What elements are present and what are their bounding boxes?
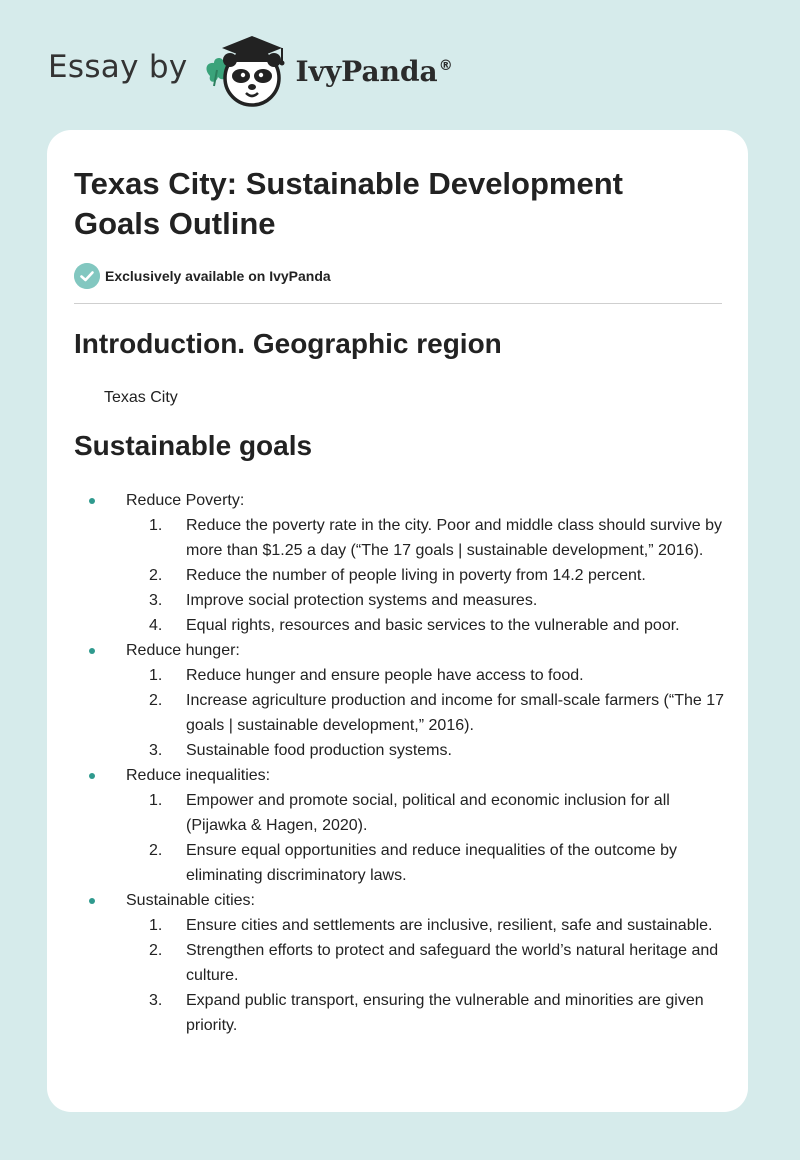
brand-name-text: IvyPanda — [295, 54, 438, 88]
brand-name — [296, 55, 453, 88]
registered-mark: ® — [438, 58, 453, 75]
item-text: Empower and promote social, political and economic inclusion for all (Pijawka & Hagen, 2020). — [186, 792, 670, 834]
bullet-icon — [89, 648, 95, 654]
item-text: Strengthen efforts to protect and safeguard the world’s natural heritage and culture. — [186, 942, 719, 984]
sub-list — [126, 513, 734, 638]
item-text: Increase agriculture production and income for small-scale farmers (“The 17 goals | sustainable development,” 2016). — [186, 692, 725, 734]
panda-graduate-logo-icon[interactable] — [202, 30, 294, 110]
bullet-icon — [89, 898, 95, 904]
sub-list — [126, 913, 734, 1038]
exclusive-text: Exclusively available on IvyPanda — [105, 268, 331, 284]
goal-item — [74, 763, 734, 888]
bullet-icon — [89, 498, 95, 504]
region-text: Texas City — [104, 389, 178, 406]
goal-item — [74, 488, 734, 638]
goal-label: Sustainable cities: — [126, 892, 255, 909]
list-item — [126, 613, 734, 638]
goal-item — [74, 638, 734, 763]
item-number: 1. — [149, 917, 163, 934]
essay-card — [47, 130, 748, 1112]
item-text: Expand public transport, ensuring the vulnerable and minorities are given priority. — [186, 992, 704, 1034]
list-item — [126, 838, 734, 888]
item-number: 1. — [149, 517, 163, 534]
page-title: Texas City: Sustainable Development Goals Outline — [74, 166, 623, 241]
sub-list — [126, 788, 734, 888]
bullet-icon — [89, 773, 95, 779]
item-text: Reduce the number of people living in poverty from 14.2 percent. — [186, 567, 646, 584]
list-item — [126, 588, 734, 613]
item-text: Reduce hunger and ensure people have access to food. — [186, 667, 584, 684]
item-number: 1. — [149, 667, 163, 684]
check-circle-icon — [74, 263, 100, 289]
item-number: 1. — [149, 792, 163, 809]
item-text: Ensure equal opportunities and reduce inequalities of the outcome by eliminating discriminatory laws. — [186, 842, 677, 884]
list-item — [126, 938, 734, 988]
item-text: Reduce the poverty rate in the city. Poor and middle class should survive by more than $1.25 a day (“The 17 goals | sustainable development,” 2016). — [186, 517, 722, 559]
sub-list — [126, 663, 734, 763]
goal-label: Reduce Poverty: — [126, 492, 245, 509]
goal-label: Reduce hunger: — [126, 642, 240, 659]
item-text: Ensure cities and settlements are inclusive, resilient, safe and sustainable. — [186, 917, 713, 934]
item-text: Equal rights, resources and basic services to the vulnerable and poor. — [186, 617, 680, 634]
item-number: 3. — [149, 742, 163, 759]
list-item — [126, 788, 734, 838]
goals-list — [74, 488, 734, 1038]
list-item — [126, 663, 734, 688]
item-number: 4. — [149, 617, 163, 634]
item-number: 2. — [149, 567, 163, 584]
item-number: 3. — [149, 592, 163, 609]
item-text: Improve social protection systems and measures. — [186, 592, 538, 609]
list-item — [126, 913, 734, 938]
item-number: 2. — [149, 842, 163, 859]
item-number: 2. — [149, 692, 163, 709]
list-item — [126, 688, 734, 738]
list-item — [126, 988, 734, 1038]
goal-label: Reduce inequalities: — [126, 767, 271, 784]
item-text: Sustainable food production systems. — [186, 742, 452, 759]
exclusive-badge — [74, 263, 331, 289]
goals-heading: Sustainable goals — [74, 430, 313, 461]
brand-prefix: Essay by — [48, 49, 188, 85]
list-item — [126, 563, 734, 588]
list-item — [126, 738, 734, 763]
brand-header — [48, 30, 453, 110]
intro-heading: Introduction. Geographic region — [74, 328, 502, 359]
item-number: 3. — [149, 992, 163, 1009]
item-number: 2. — [149, 942, 163, 959]
divider — [74, 303, 722, 304]
list-item — [126, 513, 734, 563]
goal-item — [74, 888, 734, 1038]
